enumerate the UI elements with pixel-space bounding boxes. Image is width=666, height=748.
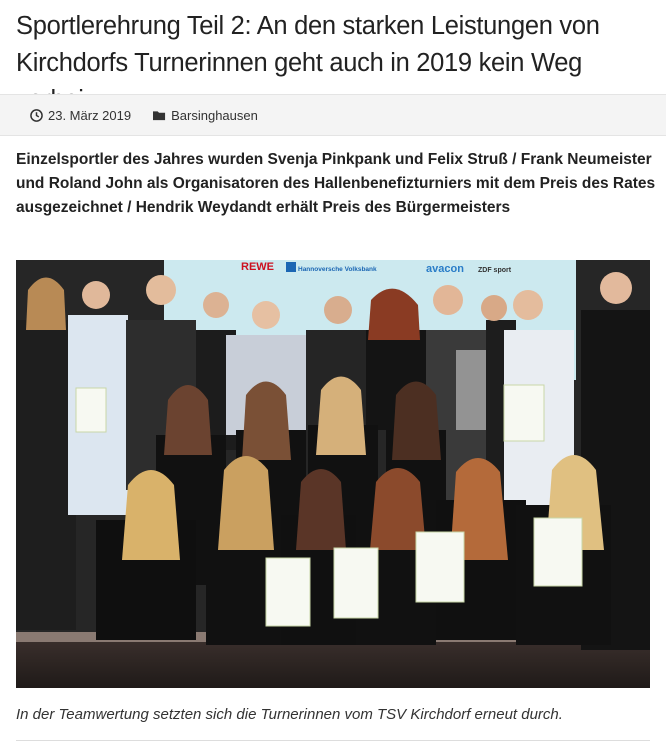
divider [16, 740, 650, 741]
post-date[interactable] [30, 108, 131, 123]
photo-caption: In der Teamwertung setzten sich die Turnerinnen vom TSV Kirchdorf erneut durch. [16, 706, 563, 723]
article-meta-bar [0, 94, 666, 136]
logo-volksbank: Hannoversche Volksbank [298, 266, 377, 273]
logo-avacon: avacon [426, 263, 464, 275]
article-lead: Einzelsportler des Jahres wurden Svenja Pinkpank und Felix Struß / Frank Neumeister und Roland John als Organisatoren des Hallenbenefizturniers mit dem Preis des Rates ausgezeichnet / Hendrik Weydandt erhält Preis des Bürgermeisters [16, 151, 656, 216]
post-category-link: Barsinghausen [171, 107, 258, 123]
post-category[interactable] [153, 108, 258, 123]
article-title: Sportlerehrung Teil 2: An den starken Leistungen von Kirchdorfs Turnerinnen geht auch in 2019 kein Weg [16, 12, 600, 77]
article-photo[interactable] [16, 260, 650, 688]
post-date-text: 23. März 2019 [48, 107, 132, 123]
team-photo-illustration [16, 260, 650, 688]
logo-zdf: ZDF sport [478, 267, 512, 274]
folder-icon [153, 110, 166, 121]
clock-icon [30, 109, 43, 122]
logo-rewe: REWE [241, 261, 274, 273]
